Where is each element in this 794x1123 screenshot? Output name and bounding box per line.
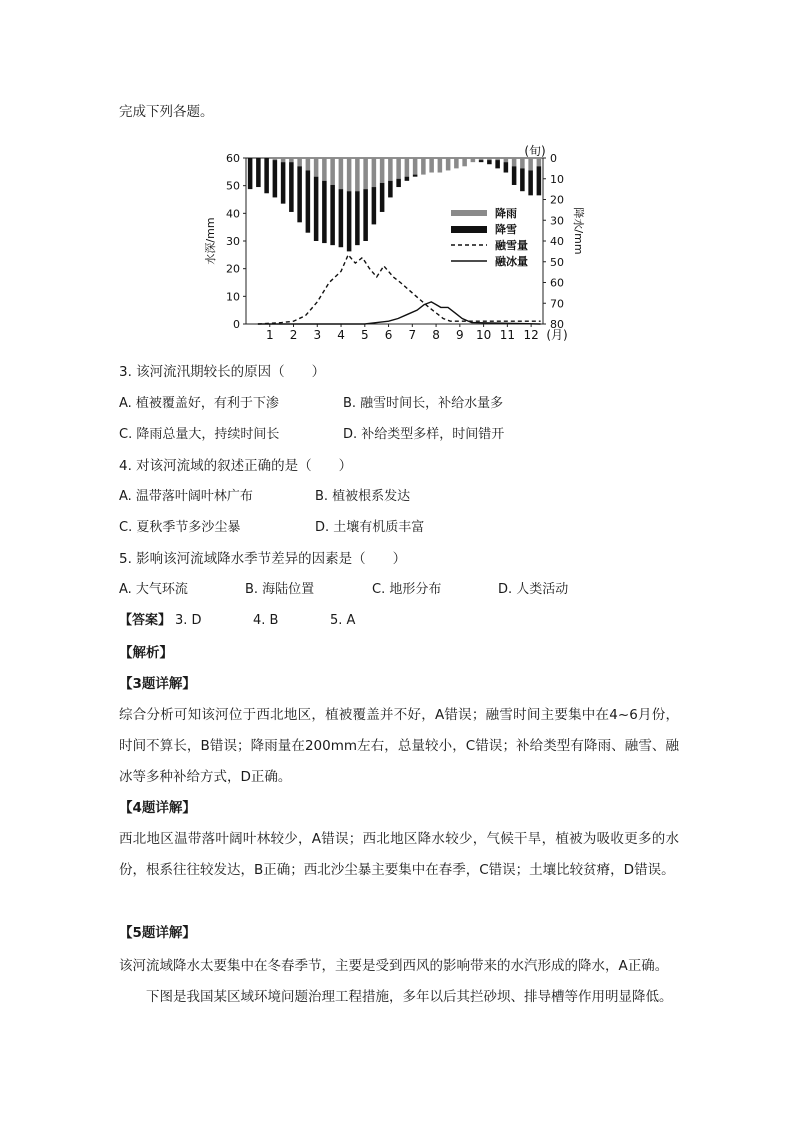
snow-bar bbox=[537, 166, 542, 195]
right-tick-label: 40 bbox=[550, 235, 564, 248]
rain-bar bbox=[487, 158, 492, 160]
detail-3-heading: 【3题详解】 bbox=[119, 676, 196, 692]
q4-option-a: A. 温带落叶阔叶林广布 bbox=[119, 489, 253, 504]
q5-option-b: B. 海陆位置 bbox=[245, 582, 315, 597]
snow-bar bbox=[248, 158, 253, 189]
rain-bar bbox=[355, 158, 360, 191]
left-tick-label: 20 bbox=[226, 262, 240, 276]
q3-option-a: A. 植被覆盖好，有利于下渗 bbox=[119, 396, 279, 411]
legend-snow-swatch bbox=[451, 226, 487, 233]
rain-bar bbox=[429, 158, 434, 173]
snow-bar bbox=[380, 183, 385, 212]
rain-bar bbox=[471, 158, 476, 162]
detail-3-text: 综合分析可知该河位于西北地区，植被覆盖并不好，A错误；融雪时间主要集中在4~6月份，时间不算长，B错误；降雨量在200mm左右，总量较小，C错误；补给类型有降雨、融雪、融冰等多种补给方式，D正确。 bbox=[119, 707, 679, 785]
right-axis-title: 降水/mm bbox=[572, 207, 585, 255]
right-tick-label: 50 bbox=[550, 255, 564, 269]
snow-bar bbox=[504, 162, 509, 172]
detail-5-heading: 【5题详解】 bbox=[119, 925, 196, 941]
snow-bar bbox=[512, 166, 517, 185]
detail-4-text: 西北地区温带落叶阔叶林较少，A错误；西北地区降水较少，气候干旱，植被为吸收更多的水份，根系往往较发达，B正确；西北沙尘暴主要集中在春季，C错误；土壤比较贫瘠，D错误。 bbox=[119, 831, 679, 878]
rain-bar bbox=[413, 158, 418, 175]
right-tick-label: 30 bbox=[550, 214, 564, 228]
rain-bar bbox=[446, 158, 451, 170]
rain-bar bbox=[339, 158, 344, 189]
rain-bar bbox=[314, 158, 319, 177]
q3-stem: 3. 该河流汛期较长的原因（ ） bbox=[119, 364, 326, 380]
month-label: 6 bbox=[384, 328, 393, 342]
left-tick-label: 40 bbox=[226, 207, 240, 221]
snow-bar bbox=[405, 177, 410, 181]
rain-bar bbox=[479, 158, 484, 160]
legend-snow-label: 降雪 bbox=[495, 223, 517, 236]
left-tick-label: 10 bbox=[226, 290, 240, 304]
rain-bar bbox=[454, 158, 459, 168]
snow-bar bbox=[528, 170, 533, 195]
chart-legend bbox=[451, 206, 528, 268]
rain-bar bbox=[438, 158, 443, 173]
q4-option-d: D. 土壤有机质丰富 bbox=[315, 520, 425, 535]
detail-4-heading: 【4题详解】 bbox=[119, 800, 196, 816]
q3-option-b: B. 融雪时间长，补给水量多 bbox=[343, 396, 504, 411]
snow-bar bbox=[487, 160, 492, 164]
answer-label: 【答案】 bbox=[119, 613, 172, 628]
rain-bar bbox=[512, 158, 517, 166]
snow-bar bbox=[347, 191, 352, 251]
rain-bar bbox=[520, 158, 525, 168]
snow-bar bbox=[520, 168, 525, 191]
snow-bar bbox=[372, 187, 377, 224]
month-label: 5 bbox=[360, 328, 369, 342]
rain-bar bbox=[537, 158, 542, 166]
q4-stem: 4. 对该河流域的叙述正确的是（ ） bbox=[119, 458, 353, 474]
month-label: 12 bbox=[523, 328, 539, 342]
q4-option-c: C. 夏秋季节多沙尘暴 bbox=[119, 520, 241, 535]
q5-option-a: A. 大气环流 bbox=[119, 582, 188, 597]
top-unit-label: (旬) bbox=[524, 144, 546, 158]
month-label: 4 bbox=[337, 328, 345, 342]
q3-option-d: D. 补给类型多样，时间错开 bbox=[343, 427, 505, 442]
month-label: 3 bbox=[313, 328, 322, 342]
left-tick-label: 30 bbox=[226, 235, 240, 248]
rain-bar bbox=[504, 158, 509, 162]
snow-bar bbox=[355, 191, 360, 245]
right-tick-label: 0 bbox=[550, 152, 557, 165]
month-label: 1 bbox=[265, 328, 274, 342]
snow-bar bbox=[396, 179, 401, 187]
rain-bar bbox=[396, 158, 401, 179]
closing-text: 下图是我国某区域环境问题治理工程措施，多年以后其拦砂坝、排导槽等作用明显降低。 bbox=[146, 989, 673, 1005]
legend-icemelt-label: 融冰量 bbox=[495, 255, 528, 268]
snow-bar bbox=[281, 162, 286, 204]
right-tick-label: 80 bbox=[550, 318, 564, 331]
rain-bar bbox=[330, 158, 335, 185]
rain-bar bbox=[462, 158, 467, 166]
rain-bar bbox=[380, 158, 385, 183]
q5-option-d: D. 人类活动 bbox=[498, 582, 569, 597]
legend-snowmelt-label: 融雪量 bbox=[495, 239, 528, 252]
left-tick-label: 50 bbox=[226, 179, 240, 193]
rain-bar bbox=[281, 158, 286, 162]
snow-bar bbox=[314, 177, 319, 241]
rain-bar bbox=[273, 158, 278, 160]
rain-bar bbox=[306, 158, 311, 170]
snow-bar bbox=[479, 160, 484, 162]
precip-bars bbox=[248, 158, 541, 251]
snow-bar bbox=[273, 160, 278, 197]
right-tick-label: 20 bbox=[550, 193, 564, 207]
snow-bar bbox=[289, 162, 294, 212]
intro-text: 完成下列各题。 bbox=[119, 104, 214, 120]
legend-rain-label: 降雨 bbox=[495, 207, 517, 220]
month-label: 8 bbox=[432, 328, 440, 342]
snow-bar bbox=[495, 160, 500, 168]
snow-bar bbox=[339, 189, 344, 247]
left-axis-title: 水深/mm bbox=[204, 217, 217, 265]
rain-bar bbox=[347, 158, 352, 191]
q4-option-b: B. 植被根系发达 bbox=[315, 489, 411, 504]
answer-5: 5. A bbox=[330, 613, 356, 628]
snow-bar bbox=[388, 181, 393, 198]
month-label: 10 bbox=[475, 328, 492, 342]
rain-bar bbox=[363, 158, 368, 189]
right-tick-label: 70 bbox=[550, 297, 564, 311]
q3-option-c: C. 降雨总量大，持续时间长 bbox=[119, 427, 280, 442]
snow-bar bbox=[330, 185, 335, 245]
rain-bar bbox=[528, 158, 533, 170]
rain-bar bbox=[322, 158, 327, 181]
month-label: 2 bbox=[289, 328, 298, 342]
rain-bar bbox=[495, 158, 500, 160]
snow-bar bbox=[306, 170, 311, 232]
month-label: 7 bbox=[408, 328, 417, 342]
rain-bar bbox=[405, 158, 410, 177]
left-tick-label: 0 bbox=[233, 318, 240, 331]
right-tick-label: 10 bbox=[550, 172, 564, 186]
left-tick-label: 60 bbox=[226, 152, 240, 165]
hydrograph-chart bbox=[200, 140, 600, 345]
right-tick-label: 60 bbox=[550, 276, 564, 290]
month-label: 11 bbox=[499, 328, 516, 342]
analysis-heading: 【解析】 bbox=[119, 645, 173, 661]
snow-bar bbox=[363, 189, 368, 241]
rain-bar bbox=[421, 158, 426, 175]
legend-rain-swatch bbox=[451, 210, 487, 216]
snow-bar bbox=[322, 181, 327, 243]
rain-bar bbox=[289, 158, 294, 162]
snow-bar bbox=[413, 175, 418, 177]
x-unit-label: (月) bbox=[546, 328, 568, 342]
month-label: 9 bbox=[456, 328, 464, 342]
q5-option-c: C. 地形分布 bbox=[372, 582, 442, 597]
q5-stem: 5. 影响该河流域降水季节差异的因素是（ ） bbox=[119, 551, 407, 567]
answer-4: 4. B bbox=[253, 613, 279, 628]
rain-bar bbox=[297, 158, 302, 166]
rain-bar bbox=[388, 158, 393, 181]
snow-bar bbox=[297, 166, 302, 222]
snow-bar bbox=[256, 158, 261, 187]
snow-bar bbox=[264, 158, 269, 193]
detail-5-text: 该河流域降水太要集中在冬春季节，主要是受到西风的影响带来的水汽形成的降水，A正确。 bbox=[119, 958, 669, 974]
answer-3: 3. D bbox=[175, 613, 202, 628]
rain-bar bbox=[372, 158, 377, 187]
